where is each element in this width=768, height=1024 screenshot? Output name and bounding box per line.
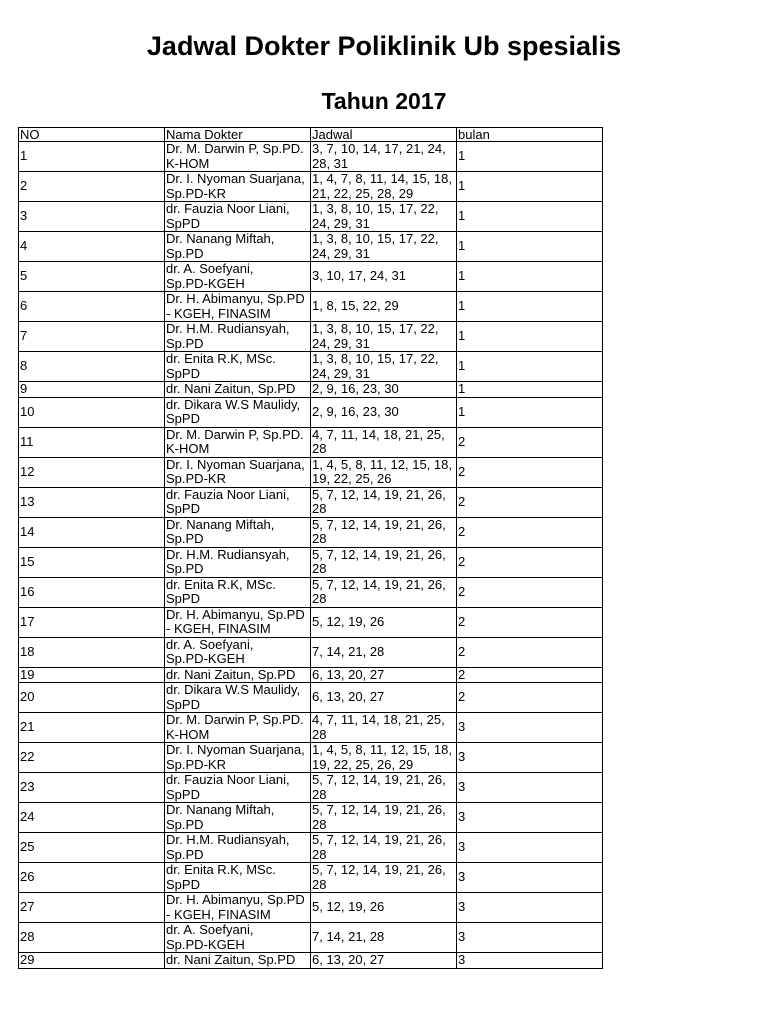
cell-no: 29 <box>19 953 165 969</box>
cell-nama-dokter: Dr. M. Darwin P, Sp.PD. K-HOM <box>165 142 311 172</box>
table-row <box>19 352 603 382</box>
cell-no: 21 <box>19 713 165 743</box>
table-row <box>19 517 603 547</box>
cell-no: 9 <box>19 382 165 398</box>
cell-no: 15 <box>19 547 165 577</box>
cell-nama-dokter: Dr. H.M. Rudiansyah, Sp.PD <box>165 833 311 863</box>
cell-bulan: 3 <box>457 743 603 773</box>
cell-bulan: 3 <box>457 953 603 969</box>
table-row <box>19 577 603 607</box>
table-row <box>19 683 603 713</box>
cell-jadwal: 1, 8, 15, 22, 29 <box>311 292 457 322</box>
cell-no: 17 <box>19 607 165 637</box>
cell-jadwal: 1, 3, 8, 10, 15, 17, 22, 24, 29, 31 <box>311 232 457 262</box>
table-row <box>19 457 603 487</box>
cell-jadwal: 5, 12, 19, 26 <box>311 607 457 637</box>
cell-jadwal: 1, 3, 8, 10, 15, 17, 22, 24, 29, 31 <box>311 322 457 352</box>
cell-jadwal: 5, 7, 12, 14, 19, 21, 26, 28 <box>311 517 457 547</box>
cell-bulan: 1 <box>457 397 603 427</box>
cell-bulan: 1 <box>457 232 603 262</box>
cell-no: 10 <box>19 397 165 427</box>
cell-nama-dokter: dr. A. Soefyani, Sp.PD-KGEH <box>165 262 311 292</box>
cell-bulan: 3 <box>457 893 603 923</box>
cell-nama-dokter: Dr. I. Nyoman Suarjana, Sp.PD-KR <box>165 743 311 773</box>
cell-nama-dokter: Dr. M. Darwin P, Sp.PD. K-HOM <box>165 713 311 743</box>
cell-nama-dokter: dr. Enita R.K, MSc. SpPD <box>165 352 311 382</box>
cell-nama-dokter: Dr. I. Nyoman Suarjana, Sp.PD-KR <box>165 457 311 487</box>
cell-jadwal: 5, 7, 12, 14, 19, 21, 26, 28 <box>311 803 457 833</box>
cell-no: 18 <box>19 637 165 667</box>
cell-bulan: 2 <box>457 487 603 517</box>
cell-nama-dokter: dr. Nani Zaitun, Sp.PD <box>165 667 311 683</box>
cell-no: 25 <box>19 833 165 863</box>
cell-bulan: 1 <box>457 142 603 172</box>
cell-nama-dokter: Dr. I. Nyoman Suarjana, Sp.PD-KR <box>165 172 311 202</box>
cell-no: 2 <box>19 172 165 202</box>
cell-no: 11 <box>19 427 165 457</box>
cell-bulan: 3 <box>457 713 603 743</box>
table-row <box>19 743 603 773</box>
cell-jadwal: 5, 7, 12, 14, 19, 21, 26, 28 <box>311 547 457 577</box>
cell-nama-dokter: dr. Enita R.K, MSc. SpPD <box>165 577 311 607</box>
cell-no: 12 <box>19 457 165 487</box>
table-row <box>19 953 603 969</box>
table-row <box>19 397 603 427</box>
table-row <box>19 322 603 352</box>
page-title: Jadwal Dokter Poliklinik Ub spesialis <box>146 31 622 61</box>
cell-jadwal: 1, 4, 5, 8, 11, 12, 15, 18, 19, 22, 25, 26 <box>311 457 457 487</box>
cell-jadwal: 1, 3, 8, 10, 15, 17, 22, 24, 29, 31 <box>311 202 457 232</box>
cell-jadwal: 1, 4, 7, 8, 11, 14, 15, 18, 21, 22, 25, 28, 29 <box>311 172 457 202</box>
cell-nama-dokter: dr. A. Soefyani, Sp.PD-KGEH <box>165 637 311 667</box>
cell-bulan: 1 <box>457 172 603 202</box>
table-header <box>19 128 603 142</box>
cell-nama-dokter: Dr. H.M. Rudiansyah, Sp.PD <box>165 322 311 352</box>
cell-nama-dokter: dr. Enita R.K, MSc. SpPD <box>165 863 311 893</box>
table-row <box>19 803 603 833</box>
table-header-row <box>19 128 603 142</box>
cell-no: 7 <box>19 322 165 352</box>
cell-jadwal: 5, 7, 12, 14, 19, 21, 26, 28 <box>311 577 457 607</box>
cell-no: 14 <box>19 517 165 547</box>
cell-jadwal: 1, 4, 5, 8, 11, 12, 15, 18, 19, 22, 25, 26, 29 <box>311 743 457 773</box>
table-row <box>19 262 603 292</box>
header-no: NO <box>19 128 165 142</box>
cell-nama-dokter: Dr. Nanang Miftah, Sp.PD <box>165 803 311 833</box>
cell-bulan: 3 <box>457 923 603 953</box>
cell-nama-dokter: dr. Fauzia Noor Liani, SpPD <box>165 773 311 803</box>
cell-no: 23 <box>19 773 165 803</box>
cell-no: 27 <box>19 893 165 923</box>
cell-no: 3 <box>19 202 165 232</box>
cell-jadwal: 7, 14, 21, 28 <box>311 923 457 953</box>
cell-jadwal: 6, 13, 20, 27 <box>311 667 457 683</box>
cell-bulan: 1 <box>457 202 603 232</box>
table-row <box>19 487 603 517</box>
cell-bulan: 3 <box>457 863 603 893</box>
cell-bulan: 2 <box>457 683 603 713</box>
table-row <box>19 172 603 202</box>
cell-jadwal: 5, 7, 12, 14, 19, 21, 26, 28 <box>311 863 457 893</box>
header-nama-dokter: Nama Dokter <box>165 128 311 142</box>
table-row <box>19 232 603 262</box>
cell-bulan: 2 <box>457 637 603 667</box>
table-row <box>19 667 603 683</box>
cell-jadwal: 5, 12, 19, 26 <box>311 893 457 923</box>
cell-no: 1 <box>19 142 165 172</box>
table-row <box>19 547 603 577</box>
cell-nama-dokter: Dr. Nanang Miftah, Sp.PD <box>165 517 311 547</box>
cell-jadwal: 6, 13, 20, 27 <box>311 953 457 969</box>
cell-nama-dokter: dr. Nani Zaitun, Sp.PD <box>165 953 311 969</box>
cell-jadwal: 2, 9, 16, 23, 30 <box>311 382 457 398</box>
cell-nama-dokter: dr. Nani Zaitun, Sp.PD <box>165 382 311 398</box>
cell-no: 16 <box>19 577 165 607</box>
table-row <box>19 292 603 322</box>
schedule-table <box>18 127 603 969</box>
cell-bulan: 3 <box>457 833 603 863</box>
table-row <box>19 773 603 803</box>
cell-bulan: 2 <box>457 607 603 637</box>
table-row <box>19 427 603 457</box>
cell-bulan: 1 <box>457 352 603 382</box>
cell-bulan: 2 <box>457 667 603 683</box>
cell-jadwal: 5, 7, 12, 14, 19, 21, 26, 28 <box>311 487 457 517</box>
cell-nama-dokter: Dr. Nanang Miftah, Sp.PD <box>165 232 311 262</box>
cell-bulan: 3 <box>457 803 603 833</box>
table-row <box>19 142 603 172</box>
cell-no: 20 <box>19 683 165 713</box>
cell-no: 24 <box>19 803 165 833</box>
cell-nama-dokter: Dr. H. Abimanyu, Sp.PD - KGEH, FINASIM <box>165 292 311 322</box>
cell-jadwal: 4, 7, 11, 14, 18, 21, 25, 28 <box>311 713 457 743</box>
cell-nama-dokter: dr. Dikara W.S Maulidy, SpPD <box>165 683 311 713</box>
cell-no: 28 <box>19 923 165 953</box>
cell-bulan: 1 <box>457 322 603 352</box>
cell-nama-dokter: Dr. H. Abimanyu, Sp.PD - KGEH, FINASIM <box>165 607 311 637</box>
cell-jadwal: 5, 7, 12, 14, 19, 21, 26, 28 <box>311 833 457 863</box>
cell-bulan: 1 <box>457 292 603 322</box>
cell-nama-dokter: Dr. H. Abimanyu, Sp.PD - KGEH, FINASIM <box>165 893 311 923</box>
cell-bulan: 2 <box>457 577 603 607</box>
cell-bulan: 2 <box>457 517 603 547</box>
cell-nama-dokter: dr. Dikara W.S Maulidy, SpPD <box>165 397 311 427</box>
cell-no: 6 <box>19 292 165 322</box>
cell-no: 4 <box>19 232 165 262</box>
cell-bulan: 2 <box>457 457 603 487</box>
cell-bulan: 2 <box>457 427 603 457</box>
page-subtitle: Tahun 2017 <box>321 88 447 114</box>
table-row <box>19 713 603 743</box>
table-row <box>19 923 603 953</box>
cell-bulan: 1 <box>457 262 603 292</box>
table-row <box>19 637 603 667</box>
cell-nama-dokter: dr. Fauzia Noor Liani, SpPD <box>165 202 311 232</box>
table-row <box>19 863 603 893</box>
cell-nama-dokter: dr. A. Soefyani, Sp.PD-KGEH <box>165 923 311 953</box>
cell-no: 13 <box>19 487 165 517</box>
table-body <box>19 142 603 969</box>
cell-nama-dokter: Dr. M. Darwin P, Sp.PD. K-HOM <box>165 427 311 457</box>
table-row <box>19 202 603 232</box>
header-jadwal: Jadwal <box>311 128 457 142</box>
table-row <box>19 382 603 398</box>
cell-jadwal: 2, 9, 16, 23, 30 <box>311 397 457 427</box>
cell-jadwal: 5, 7, 12, 14, 19, 21, 26, 28 <box>311 773 457 803</box>
cell-jadwal: 7, 14, 21, 28 <box>311 637 457 667</box>
cell-no: 8 <box>19 352 165 382</box>
header-bulan: bulan <box>457 128 603 142</box>
cell-jadwal: 1, 3, 8, 10, 15, 17, 22, 24, 29, 31 <box>311 352 457 382</box>
cell-jadwal: 3, 7, 10, 14, 17, 21, 24, 28, 31 <box>311 142 457 172</box>
table-row <box>19 833 603 863</box>
cell-nama-dokter: dr. Fauzia Noor Liani, SpPD <box>165 487 311 517</box>
cell-nama-dokter: Dr. H.M. Rudiansyah, Sp.PD <box>165 547 311 577</box>
cell-no: 22 <box>19 743 165 773</box>
cell-bulan: 2 <box>457 547 603 577</box>
cell-no: 5 <box>19 262 165 292</box>
cell-bulan: 1 <box>457 382 603 398</box>
cell-jadwal: 6, 13, 20, 27 <box>311 683 457 713</box>
cell-bulan: 3 <box>457 773 603 803</box>
table-row <box>19 893 603 923</box>
table-row <box>19 607 603 637</box>
cell-jadwal: 4, 7, 11, 14, 18, 21, 25, 28 <box>311 427 457 457</box>
cell-no: 19 <box>19 667 165 683</box>
cell-no: 26 <box>19 863 165 893</box>
cell-jadwal: 3, 10, 17, 24, 31 <box>311 262 457 292</box>
